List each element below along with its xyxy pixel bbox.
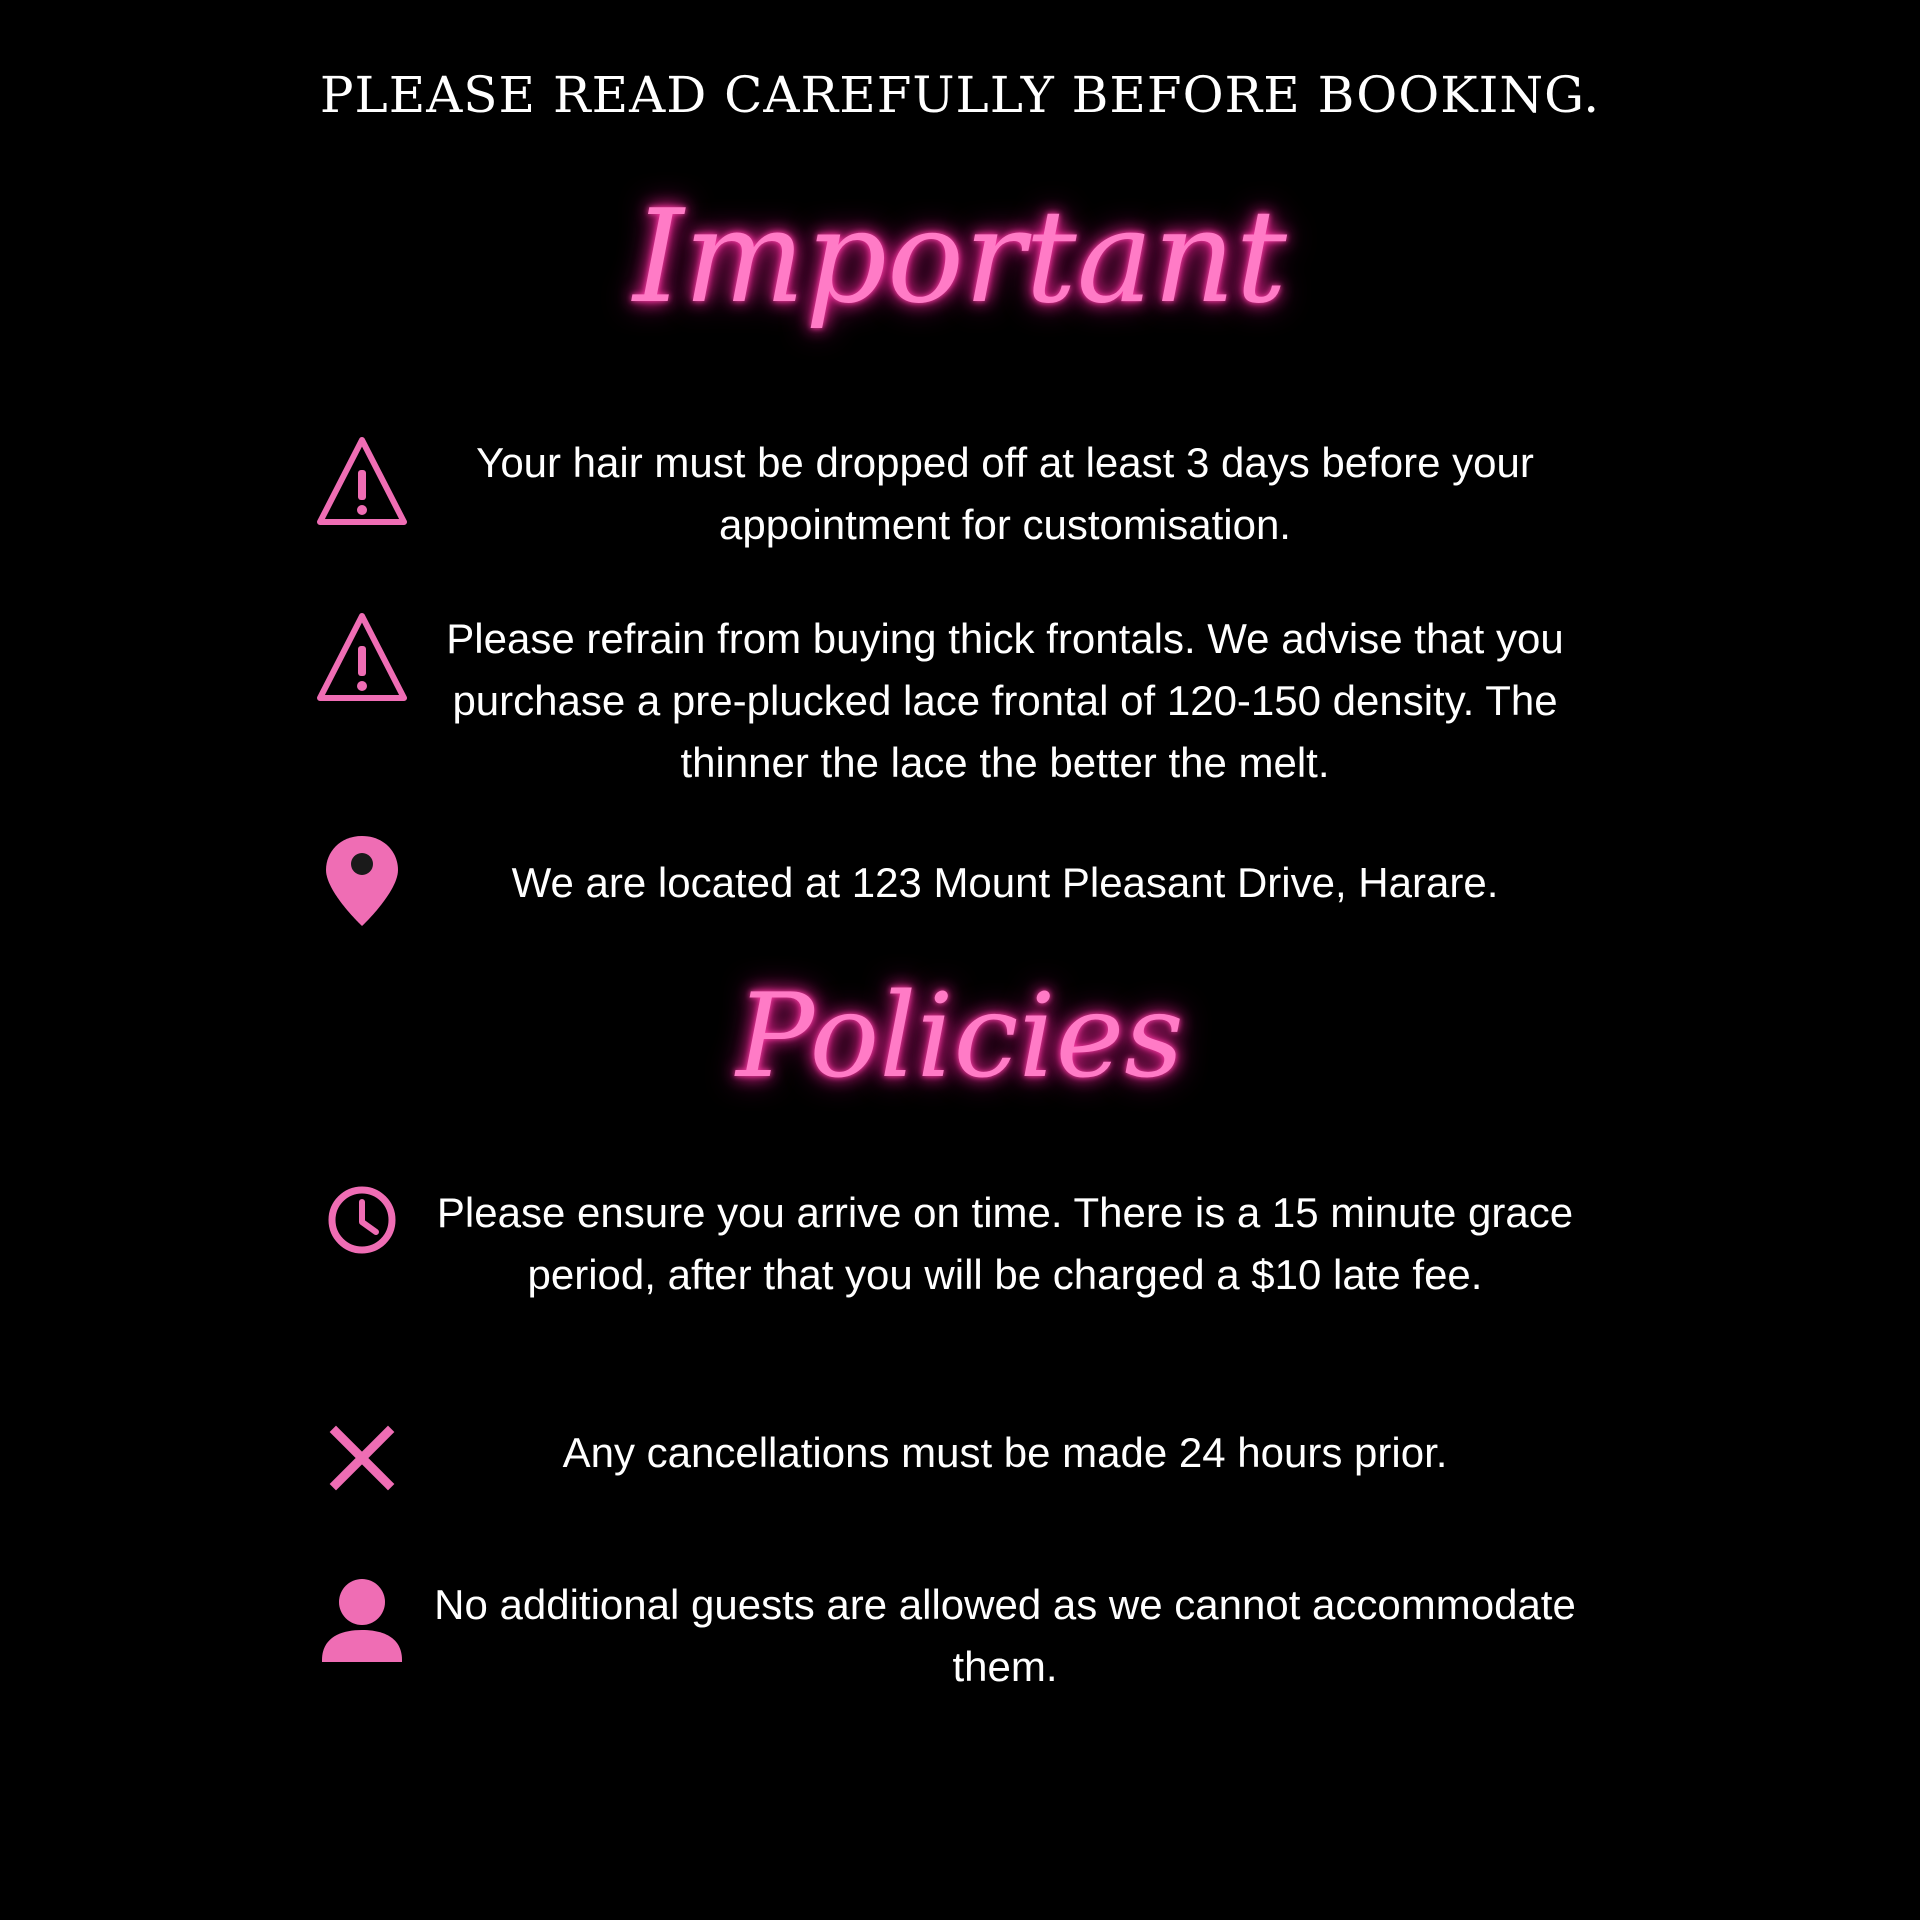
important-title: Important [633, 183, 1287, 332]
important-item-text: Please refrain from buying thick frontals. We advise that you purchase a pre-plucked lace frontal of 120-150 density. The thinner the lace the better the melt. [446, 615, 1564, 786]
policy-item-text: No additional guests are allowed as we cannot accommodate them. [434, 1581, 1576, 1690]
clock-icon [312, 1170, 412, 1270]
policy-item-text: Please ensure you arrive on time. There is a 15 minute grace period, after that you will be charged a $10 late fee. [436, 1189, 1574, 1298]
location-pin-icon [312, 830, 412, 930]
important-item-text: Your hair must be dropped off at least 3 days before your appointment for customisation. [476, 439, 1534, 548]
policies-title: Policies [736, 969, 1184, 1104]
policy-item-text: Any cancellations must be made 24 hours prior. [562, 1429, 1448, 1476]
warning-icon [312, 432, 412, 532]
warning-icon [312, 608, 412, 708]
important-item-text: We are located at 123 Mount Pleasant Drive, Harare. [511, 859, 1499, 906]
person-icon [312, 1572, 412, 1672]
close-icon [312, 1408, 412, 1508]
page-header: PLEASE READ CAREFULLY BEFORE BOOKING. [319, 66, 1601, 124]
